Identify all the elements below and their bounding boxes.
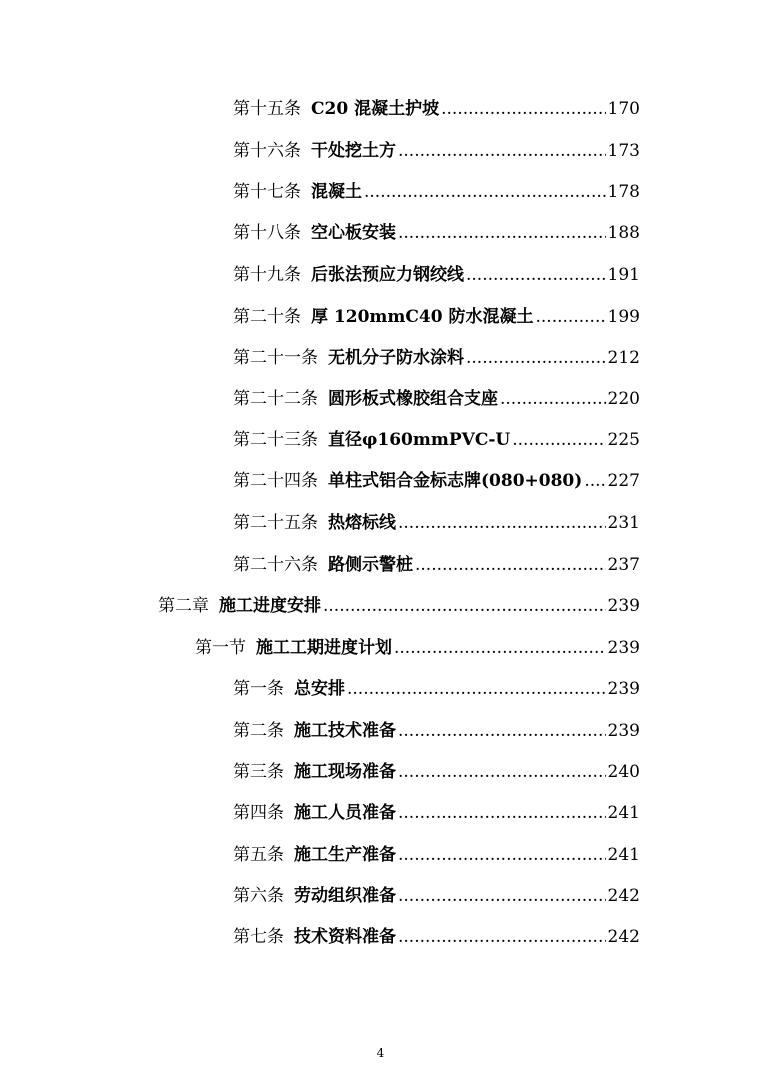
toc-entry-page: 178	[607, 182, 640, 202]
page-number: 4	[376, 1046, 385, 1060]
toc-entry-title: 无机分子防水涂料	[328, 348, 464, 368]
toc-dot-leader	[415, 554, 606, 576]
toc-entry-number: 第七条	[233, 927, 284, 947]
toc-entry[interactable]	[233, 140, 640, 162]
toc-entry-number: 第二条	[233, 721, 284, 741]
toc-entry-number: 第一条	[233, 679, 284, 699]
toc-dot-leader	[398, 140, 606, 162]
toc-entry-page: 242	[607, 927, 640, 947]
toc-entry-number: 第十七条	[233, 182, 301, 202]
toc-entry[interactable]	[233, 761, 640, 783]
toc-entry-number: 第一节	[195, 638, 246, 658]
toc-entry-title: 施工进度安排	[219, 596, 321, 616]
toc-entry[interactable]	[233, 388, 640, 410]
toc-dot-leader	[394, 637, 606, 659]
toc-entry-number: 第六条	[233, 886, 284, 906]
toc-entry[interactable]	[233, 802, 640, 824]
toc-entry-number: 第二十条	[233, 307, 301, 327]
toc-entry-title: 直径φ160mmPVC-U	[328, 430, 511, 450]
toc-entry-page: 225	[607, 430, 640, 450]
toc-entry[interactable]	[233, 181, 640, 203]
toc-entry-title: 施工技术准备	[294, 721, 396, 741]
toc-entry[interactable]	[233, 222, 640, 244]
toc-entry-number: 第十六条	[233, 141, 301, 161]
toc-entry-page: 191	[607, 265, 640, 285]
toc-dot-leader	[500, 388, 606, 410]
toc-dot-leader	[398, 512, 606, 534]
toc-entry-page: 173	[607, 141, 640, 161]
toc-dot-leader	[466, 347, 606, 369]
toc-entry-page: 199	[607, 307, 640, 327]
toc-entry-number: 第十八条	[233, 223, 301, 243]
toc-dot-leader	[466, 264, 606, 286]
toc-entry-page: 231	[607, 513, 640, 533]
toc-entry-page: 212	[607, 348, 640, 368]
toc-entry-title: 混凝土	[311, 182, 362, 202]
toc-entry-page: 239	[607, 679, 640, 699]
toc-entry-number: 第二十五条	[233, 513, 318, 533]
toc-entry-title: C20 混凝土护坡	[311, 99, 440, 119]
toc-entry-number: 第三条	[233, 762, 284, 782]
toc-entry-title: 总安排	[294, 679, 345, 699]
toc-entry-title: 劳动组织准备	[294, 886, 396, 906]
toc-dot-leader	[536, 306, 606, 328]
toc-dot-leader	[398, 761, 606, 783]
toc-entry-page: 242	[607, 886, 640, 906]
toc-entry-number: 第五条	[233, 845, 284, 865]
toc-entry-title: 施工工期进度计划	[256, 638, 392, 658]
toc-entry[interactable]	[233, 470, 640, 492]
toc-dot-leader	[347, 678, 606, 700]
toc-dot-leader	[398, 926, 606, 948]
toc-entry-page: 220	[607, 389, 640, 409]
toc-dot-leader	[398, 802, 606, 824]
toc-entry[interactable]	[233, 885, 640, 907]
toc-dot-leader	[584, 470, 605, 492]
toc-entry-page: 239	[607, 638, 640, 658]
toc-entry-title: 后张法预应力钢绞线	[311, 265, 464, 285]
toc-entry-page: 239	[607, 596, 640, 616]
toc-entry-number: 第四条	[233, 803, 284, 823]
toc-entry[interactable]	[233, 429, 640, 451]
toc-entry-page: 170	[607, 99, 640, 119]
toc-entry-number: 第二十一条	[233, 348, 318, 368]
toc-entry-title: 空心板安装	[311, 223, 396, 243]
toc-entry-title: 路侧示警桩	[328, 555, 413, 575]
toc-entry-title: 圆形板式橡胶组合支座	[328, 389, 498, 409]
toc-entry-number: 第二章	[158, 596, 209, 616]
toc-dot-leader	[441, 98, 605, 120]
toc-entry[interactable]	[233, 98, 640, 120]
toc-entry-page: 237	[607, 555, 640, 575]
toc-entry-page: 227	[607, 471, 640, 491]
toc-dot-leader	[512, 429, 605, 451]
toc-entry-number: 第二十六条	[233, 555, 318, 575]
toc-entry-page: 241	[607, 845, 640, 865]
toc-entry-number: 第二十四条	[233, 471, 318, 491]
toc-dot-leader	[398, 885, 606, 907]
toc-entry-title: 干处挖土方	[311, 141, 396, 161]
toc-entry[interactable]	[233, 720, 640, 742]
toc-entry-title: 施工现场准备	[294, 762, 396, 782]
toc-entry-title: 技术资料准备	[294, 927, 396, 947]
toc-entry-title: 施工人员准备	[294, 803, 396, 823]
toc-dot-leader	[398, 720, 606, 742]
toc-entry-page: 240	[607, 762, 640, 782]
toc-entry-title: 厚 120mmC40 防水混凝土	[311, 307, 534, 327]
toc-entry[interactable]	[233, 678, 640, 700]
toc-entry-page: 239	[607, 721, 640, 741]
toc-entry-page: 241	[607, 803, 640, 823]
toc-entry-number: 第十五条	[233, 99, 301, 119]
toc-entry[interactable]	[233, 264, 640, 286]
toc-dot-leader	[323, 595, 606, 617]
toc-entry-number: 第二十二条	[233, 389, 318, 409]
toc-dot-leader	[398, 844, 606, 866]
toc-entry-number: 第二十三条	[233, 430, 318, 450]
toc-dot-leader	[364, 181, 606, 203]
toc-entry-title: 单柱式铝合金标志牌(080+080)	[328, 471, 583, 491]
toc-entry-number: 第十九条	[233, 265, 301, 285]
toc-entry-section[interactable]	[195, 637, 640, 659]
toc-entry[interactable]	[233, 844, 640, 866]
toc-entry-title: 施工生产准备	[294, 845, 396, 865]
toc-entry-chapter[interactable]	[158, 595, 640, 617]
toc-entry-page: 188	[607, 223, 640, 243]
toc-entry[interactable]	[233, 554, 640, 576]
toc-entry-title: 热熔标线	[328, 513, 396, 533]
toc-dot-leader	[398, 222, 606, 244]
toc-entry[interactable]	[233, 347, 640, 369]
toc-entry[interactable]	[233, 926, 640, 948]
toc-entry[interactable]	[233, 512, 640, 534]
toc-entry[interactable]	[233, 306, 640, 328]
